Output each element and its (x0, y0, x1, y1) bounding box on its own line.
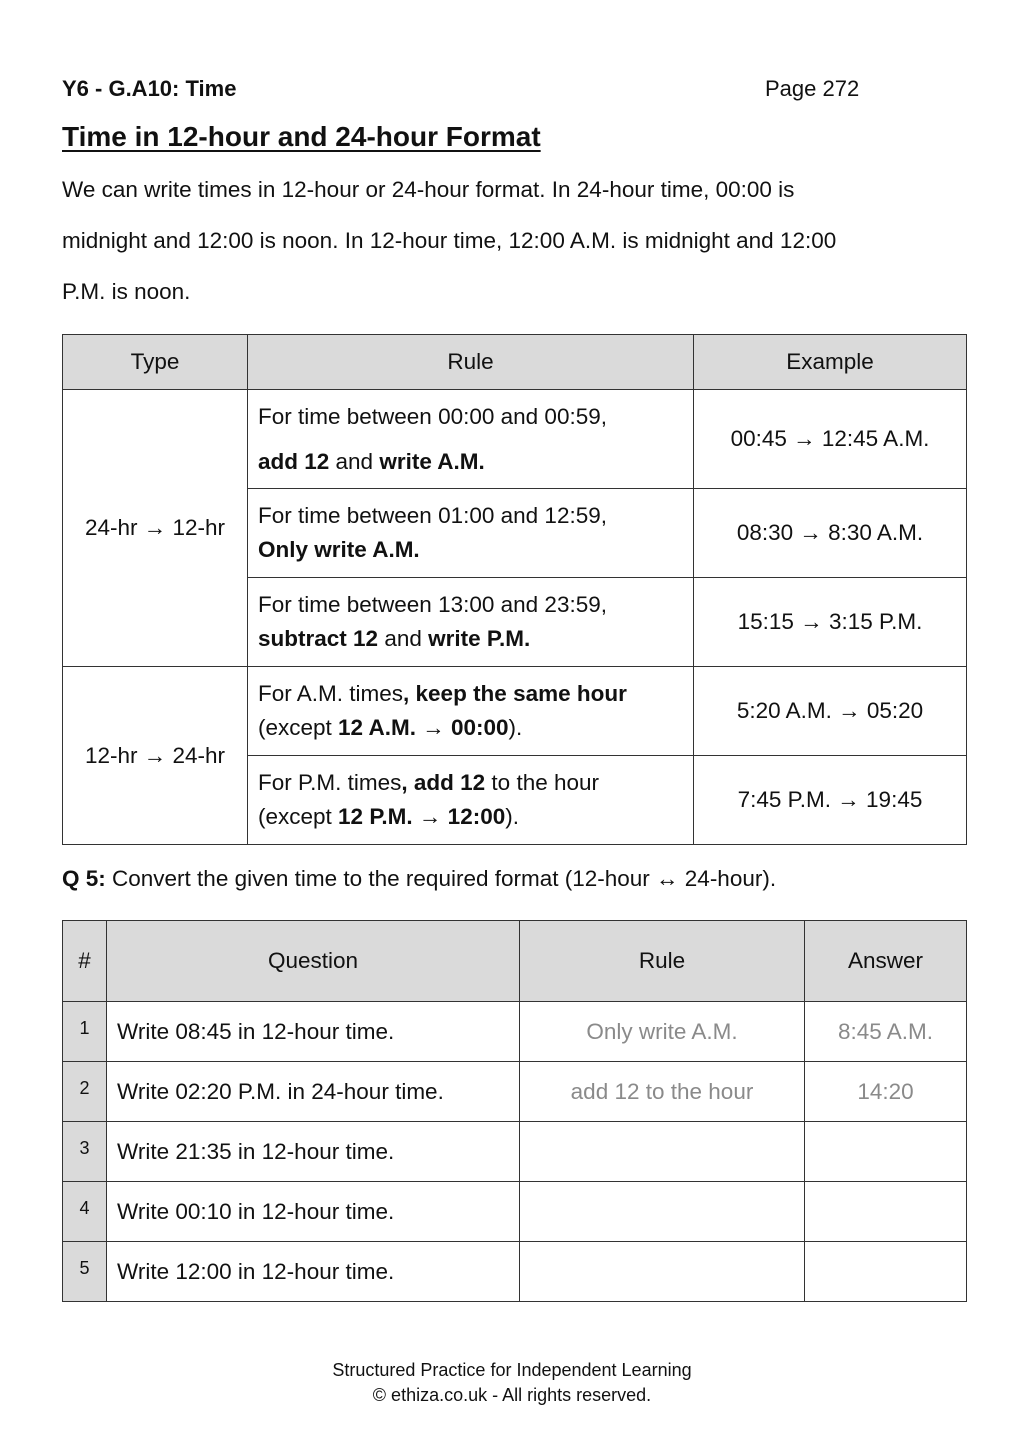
type-12-to-24: 12-hr → 24-hr (63, 667, 248, 845)
question-cell: Write 21:35 in 12-hour time. (107, 1122, 520, 1182)
header-answer: Answer (805, 921, 967, 1002)
header-example: Example (694, 335, 967, 390)
footer-tagline: Structured Practice for Independent Learning (332, 1360, 692, 1380)
rule-cell: For time between 13:00 and 23:59, subtract 12 and write P.M. (248, 578, 694, 667)
question-row (63, 1062, 967, 1122)
page-header (62, 76, 966, 106)
rule-cell: For time between 01:00 and 12:59, Only write A.M. (248, 489, 694, 578)
answer-cell[interactable]: 14:20 (805, 1062, 967, 1122)
rule-answer-cell[interactable] (520, 1182, 805, 1242)
questions-table (62, 920, 967, 1302)
rule-cell: For A.M. times, keep the same hour (except 12 A.M. → 00:00). (248, 667, 694, 756)
question-cell: Write 08:45 in 12-hour time. (107, 1002, 520, 1062)
example-cell: 00:45 → 12:45 A.M. (694, 390, 967, 489)
questions-header-row (63, 921, 967, 1002)
row-number: 1 (63, 1002, 107, 1062)
answer-cell[interactable] (805, 1182, 967, 1242)
rule-row (63, 667, 967, 756)
example-cell: 5:20 A.M. → 05:20 (694, 667, 967, 756)
question-cell: Write 02:20 P.M. in 24-hour time. (107, 1062, 520, 1122)
question-row (63, 1242, 967, 1302)
row-number: 2 (63, 1062, 107, 1122)
question-row (63, 1002, 967, 1062)
header-question: Question (107, 921, 520, 1002)
intro-line: P.M. is noon. (62, 279, 191, 304)
row-number: 3 (63, 1122, 107, 1182)
intro-line: midnight and 12:00 is noon. In 12-hour time, 12:00 A.M. is midnight and 12:00 (62, 228, 837, 253)
question-prompt (62, 866, 776, 892)
page-title: Time in 12-hour and 24-hour Format (62, 121, 541, 152)
answer-cell[interactable] (805, 1242, 967, 1302)
rule-cell: For time between 00:00 and 00:59, add 12 and write A.M. (248, 390, 694, 489)
question-row (63, 1122, 967, 1182)
page-footer (62, 1358, 962, 1408)
intro-line: We can write times in 12-hour or 24-hour format. In 24-hour time, 00:00 is (62, 177, 795, 202)
header-rule: Rule (248, 335, 694, 390)
answer-cell[interactable]: 8:45 A.M. (805, 1002, 967, 1062)
example-cell: 15:15 → 3:15 P.M. (694, 578, 967, 667)
answer-cell[interactable] (805, 1122, 967, 1182)
example-cell: 7:45 P.M. → 19:45 (694, 756, 967, 845)
question-text: Convert the given time to the required format (12-hour ↔ 24-hour). (105, 866, 777, 891)
intro-paragraph (62, 164, 966, 317)
rule-answer-cell[interactable] (520, 1242, 805, 1302)
header-type: Type (63, 335, 248, 390)
rule-cell: For P.M. times, add 12 to the hour (except 12 P.M. → 12:00). (248, 756, 694, 845)
rule-row (63, 390, 967, 489)
question-label: Q 5: (62, 866, 106, 891)
question-cell: Write 12:00 in 12-hour time. (107, 1242, 520, 1302)
rules-header-row (63, 335, 967, 390)
rules-table (62, 334, 967, 845)
rule-answer-cell[interactable]: Only write A.M. (520, 1002, 805, 1062)
footer-copyright: © ethiza.co.uk - All rights reserved. (372, 1385, 652, 1405)
row-number: 5 (63, 1242, 107, 1302)
example-cell: 08:30 → 8:30 A.M. (694, 489, 967, 578)
header-rule: Rule (520, 921, 805, 1002)
rule-answer-cell[interactable]: add 12 to the hour (520, 1062, 805, 1122)
header-num: # (63, 921, 107, 1002)
rule-answer-cell[interactable] (520, 1122, 805, 1182)
question-cell: Write 00:10 in 12-hour time. (107, 1182, 520, 1242)
type-24-to-12: 24-hr → 12-hr (63, 390, 248, 667)
question-row (63, 1182, 967, 1242)
row-number: 4 (63, 1182, 107, 1242)
page-number: Page 272 (765, 76, 860, 101)
topic-code: Y6 - G.A10: Time (62, 76, 237, 101)
